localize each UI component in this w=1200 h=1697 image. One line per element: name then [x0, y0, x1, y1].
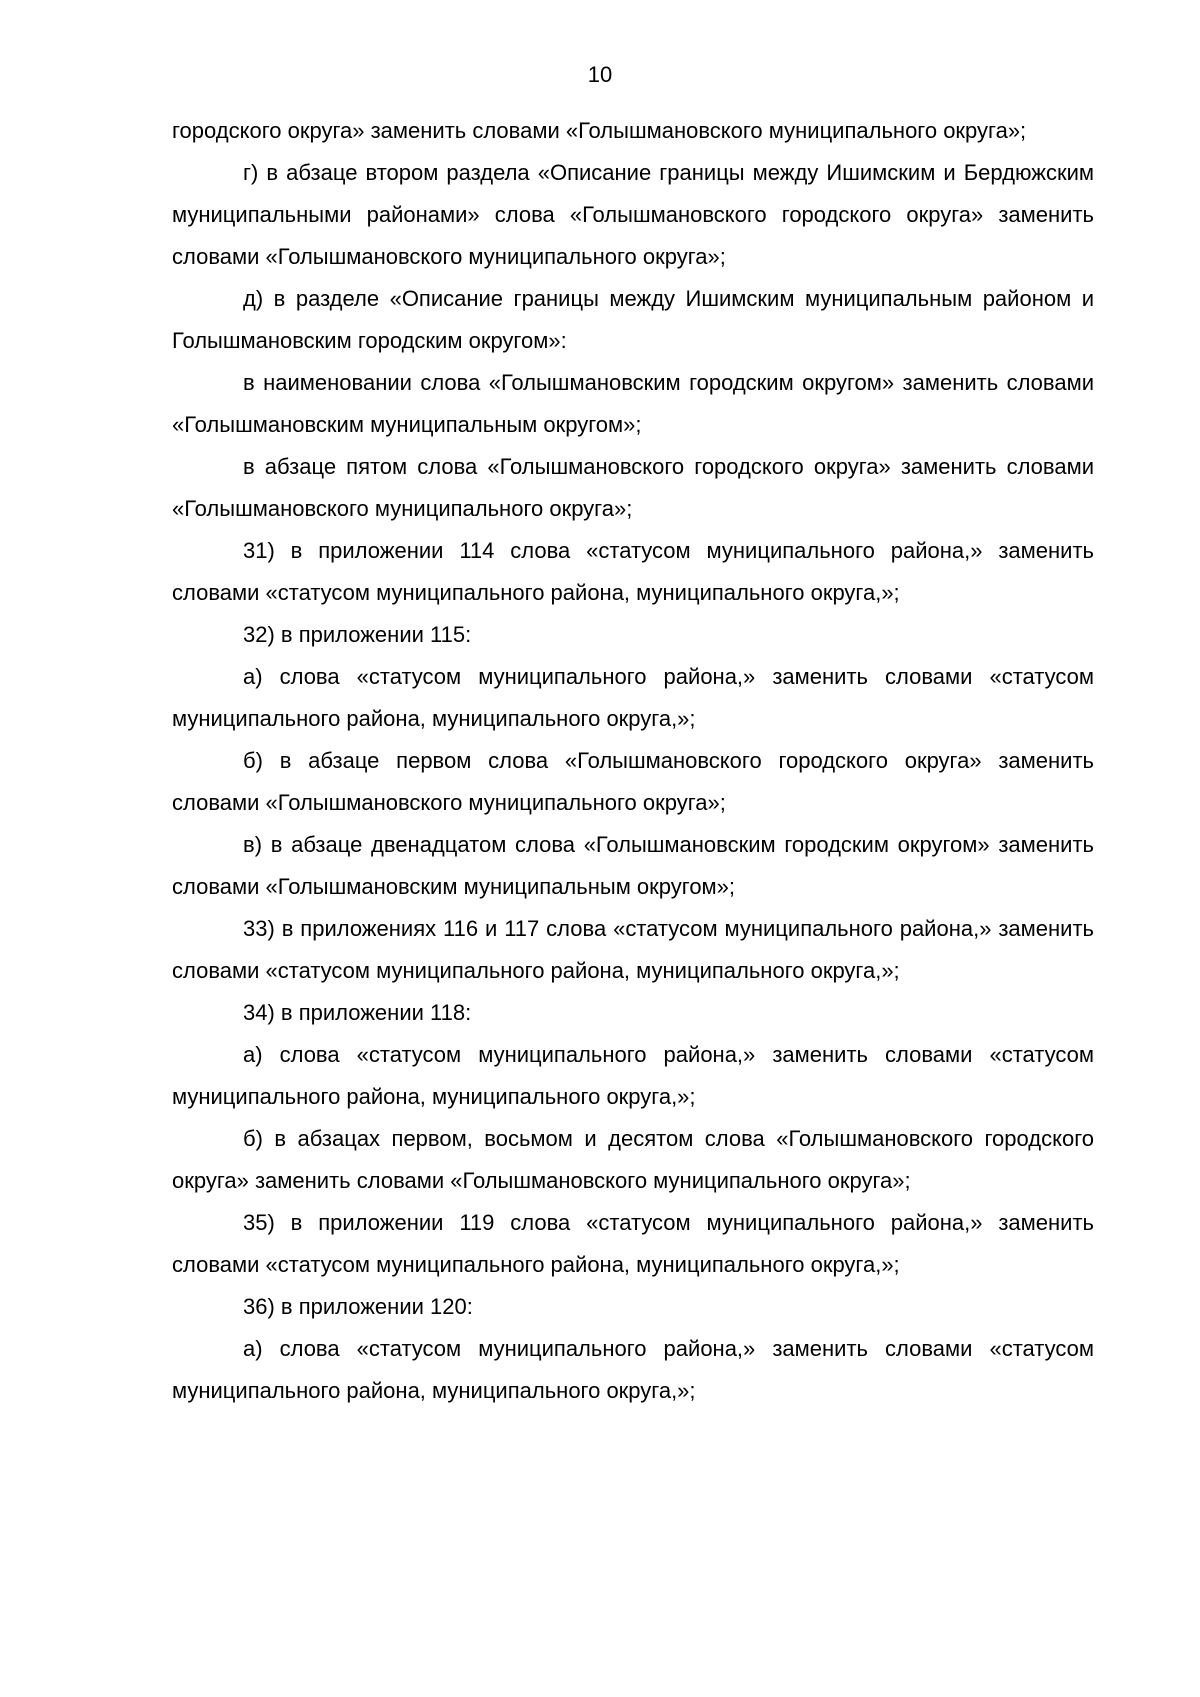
paragraph: 34) в приложении 118: — [243, 1000, 472, 1025]
document-body — [172, 110, 1094, 1412]
paragraph: б) в абзацах первом, восьмом и десятом слова «Голышмановского городского округа» заменить словами «Голышмановского муниципального округа»; — [172, 1126, 1094, 1193]
paragraph: а) слова «статусом муниципального района,» заменить словами «статусом муниципального района, муниципального округа,»; — [172, 664, 1094, 731]
paragraph: 31) в приложении 114 слова «статусом муниципального района,» заменить словами «статусом муниципального района, муниципального округа,»; — [172, 538, 1094, 605]
paragraph: г) в абзаце втором раздела «Описание границы между Ишимским и Бердюжским муниципальными районами» слова «Голышмановского городского округа» заменить словами «Голышмановского муниципального округа»; — [172, 160, 1094, 269]
page-number: 10 — [587, 62, 613, 87]
paragraph: 33) в приложениях 116 и 117 слова «статусом муниципального района,» заменить словами «статусом муниципального района, муниципального округа,»; — [172, 916, 1094, 983]
paragraph: б) в абзаце первом слова «Голышмановского городского округа» заменить словами «Голышмановского муниципального округа»; — [172, 748, 1094, 815]
paragraph: д) в разделе «Описание границы между Ишимским муниципальным районом и Голышмановским городским округом»: — [172, 286, 1094, 353]
paragraph: в абзаце пятом слова «Голышмановского городского округа» заменить словами «Голышмановского муниципального округа»; — [172, 454, 1094, 521]
paragraph: а) слова «статусом муниципального района,» заменить словами «статусом муниципального района, муниципального округа,»; — [172, 1336, 1094, 1403]
paragraph: 32) в приложении 115: — [243, 622, 472, 647]
paragraph: в наименовании слова «Голышмановским городским округом» заменить словами «Голышмановским муниципальным округом»; — [172, 370, 1094, 437]
paragraph: в) в абзаце двенадцатом слова «Голышмановским городским округом» заменить словами «Голышмановским муниципальным округом»; — [172, 832, 1094, 899]
paragraph: городского округа» заменить словами «Голышмановского муниципального округа»; — [172, 118, 1027, 143]
paragraph: 36) в приложении 120: — [243, 1294, 473, 1319]
paragraph: а) слова «статусом муниципального района,» заменить словами «статусом муниципального района, муниципального округа,»; — [172, 1042, 1094, 1109]
paragraph: 35) в приложении 119 слова «статусом муниципального района,» заменить словами «статусом муниципального района, муниципального округа,»; — [172, 1210, 1094, 1277]
